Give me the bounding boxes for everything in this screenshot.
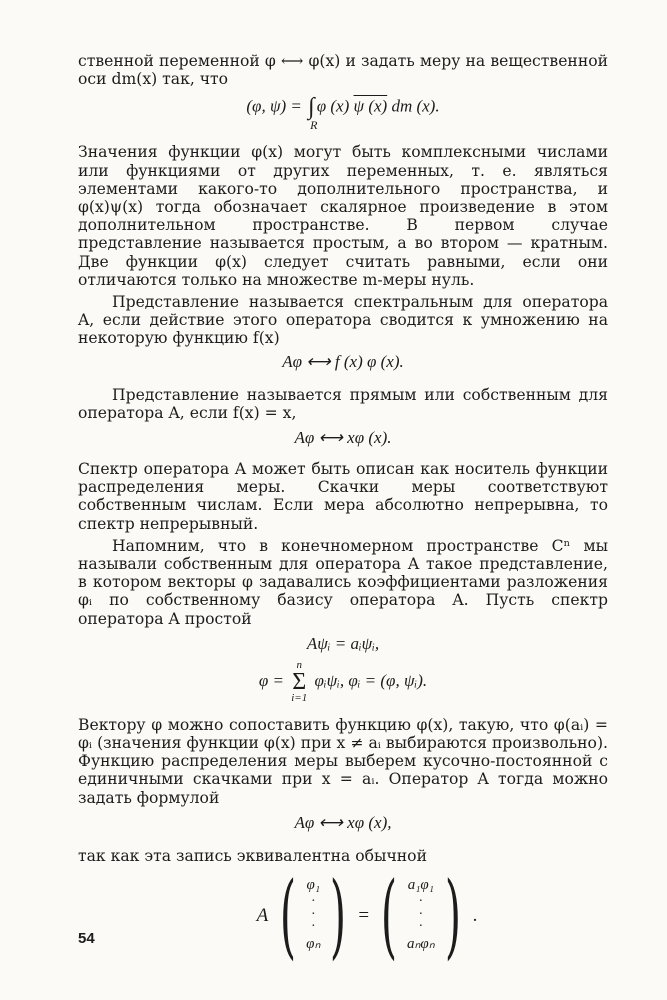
paragraph-8: так как эта запись эквивалентна обычной bbox=[78, 846, 427, 865]
page-number: 54 bbox=[78, 930, 95, 947]
sigma: Σ bbox=[292, 668, 307, 695]
paragraph-3: Представление называется спектральным для оператора A, если действие этого оператора сводится к умножению на некоторую функцию f(x) bbox=[78, 293, 608, 348]
paragraph-7: Вектору φ можно сопоставить функцию φ(x), такую, что φ(aᵢ) = φᵢ (значения функции φ(x) при x ≠ aᵢ выбираются произвольно). Функцию распределения меры выберем кусочно-постоянной с единичными скачками при x = aᵢ. Оператор A тогда можно задать формулой bbox=[78, 715, 608, 807]
formula-body: φ (x) bbox=[316, 96, 354, 116]
sum-lower: i=1 bbox=[291, 691, 308, 704]
left-top: φ₁ bbox=[306, 877, 321, 894]
integral-sign: ∫ R bbox=[308, 94, 318, 133]
paragraph-1: ственной переменной φ ⟷ φ(x) и задать меру на вещественной оси dm(x) так, что bbox=[78, 52, 608, 89]
expansion-rhs: φᵢψᵢ, φᵢ = (φ, ψᵢ). bbox=[310, 670, 428, 690]
formula-eigen: Aψᵢ = aᵢψᵢ, bbox=[306, 633, 380, 653]
right-bottom: aₙφₙ bbox=[406, 936, 435, 953]
formula-measure: dm (x). bbox=[387, 96, 440, 116]
paragraph-2: Значения функции φ(x) могут быть комплексными числами или функциями от других переменных, т. е. являться элементами какого-то дополнительного пространства, и φ(x)ψ(x) тогда обозначает скалярное произведение в этом дополнительном пространстве. В первом случае представление называется простым, а во втором — кратным. Две функции φ(x) следует считать равными, если они отличаются только на множестве m-меры нуль. bbox=[78, 143, 608, 289]
formula-spectral: Aφ ⟷ f (x) φ (x). bbox=[282, 351, 404, 371]
formula-lhs: (φ, ψ) = bbox=[246, 96, 307, 116]
page-body bbox=[78, 52, 608, 970]
matrix-operator: A bbox=[256, 905, 269, 927]
sum-upper: n bbox=[296, 658, 302, 671]
right-top: a₁φ₁ bbox=[407, 877, 434, 894]
formula-expansion bbox=[78, 660, 608, 704]
paragraph-5: Спектр оператора A может быть описан как носитель функции распределения меры. Скачки меры соответствуют собственным числам. Если мера абсолютно непрерывна, то спектр непрерывный. bbox=[78, 460, 608, 533]
sum-sign bbox=[291, 660, 307, 704]
expansion-lhs: φ = bbox=[258, 670, 289, 690]
matrix-period: . bbox=[472, 905, 478, 927]
matrix-equals: = bbox=[358, 905, 370, 927]
left-vector: ( φ₁ · · · φₙ ) bbox=[280, 862, 347, 970]
paragraph-6: Напомним, что в конечномерном пространстве Cⁿ мы называли собственным для оператора A такое представление, в котором векторы φ задавались коэффициентами разложения φᵢ по собственному базису оператора A. Пусть спектр оператора A простой bbox=[78, 536, 608, 628]
formula-operator: Aφ ⟷ xφ (x), bbox=[294, 812, 392, 832]
right-vector: ( a₁φ₁ · · · aₙφₙ ) bbox=[380, 862, 461, 970]
formula-direct: Aφ ⟷ xφ (x). bbox=[294, 428, 392, 448]
paragraph-4: Представление называется прямым или собственным для оператора A, если f(x) = x, bbox=[78, 385, 608, 422]
formula-scalar-product bbox=[78, 94, 608, 133]
integral-domain: R bbox=[310, 118, 318, 133]
formula-conjugate: ψ (x) bbox=[353, 96, 388, 116]
left-bottom: φₙ bbox=[306, 936, 321, 953]
matrix-equation bbox=[128, 862, 608, 970]
